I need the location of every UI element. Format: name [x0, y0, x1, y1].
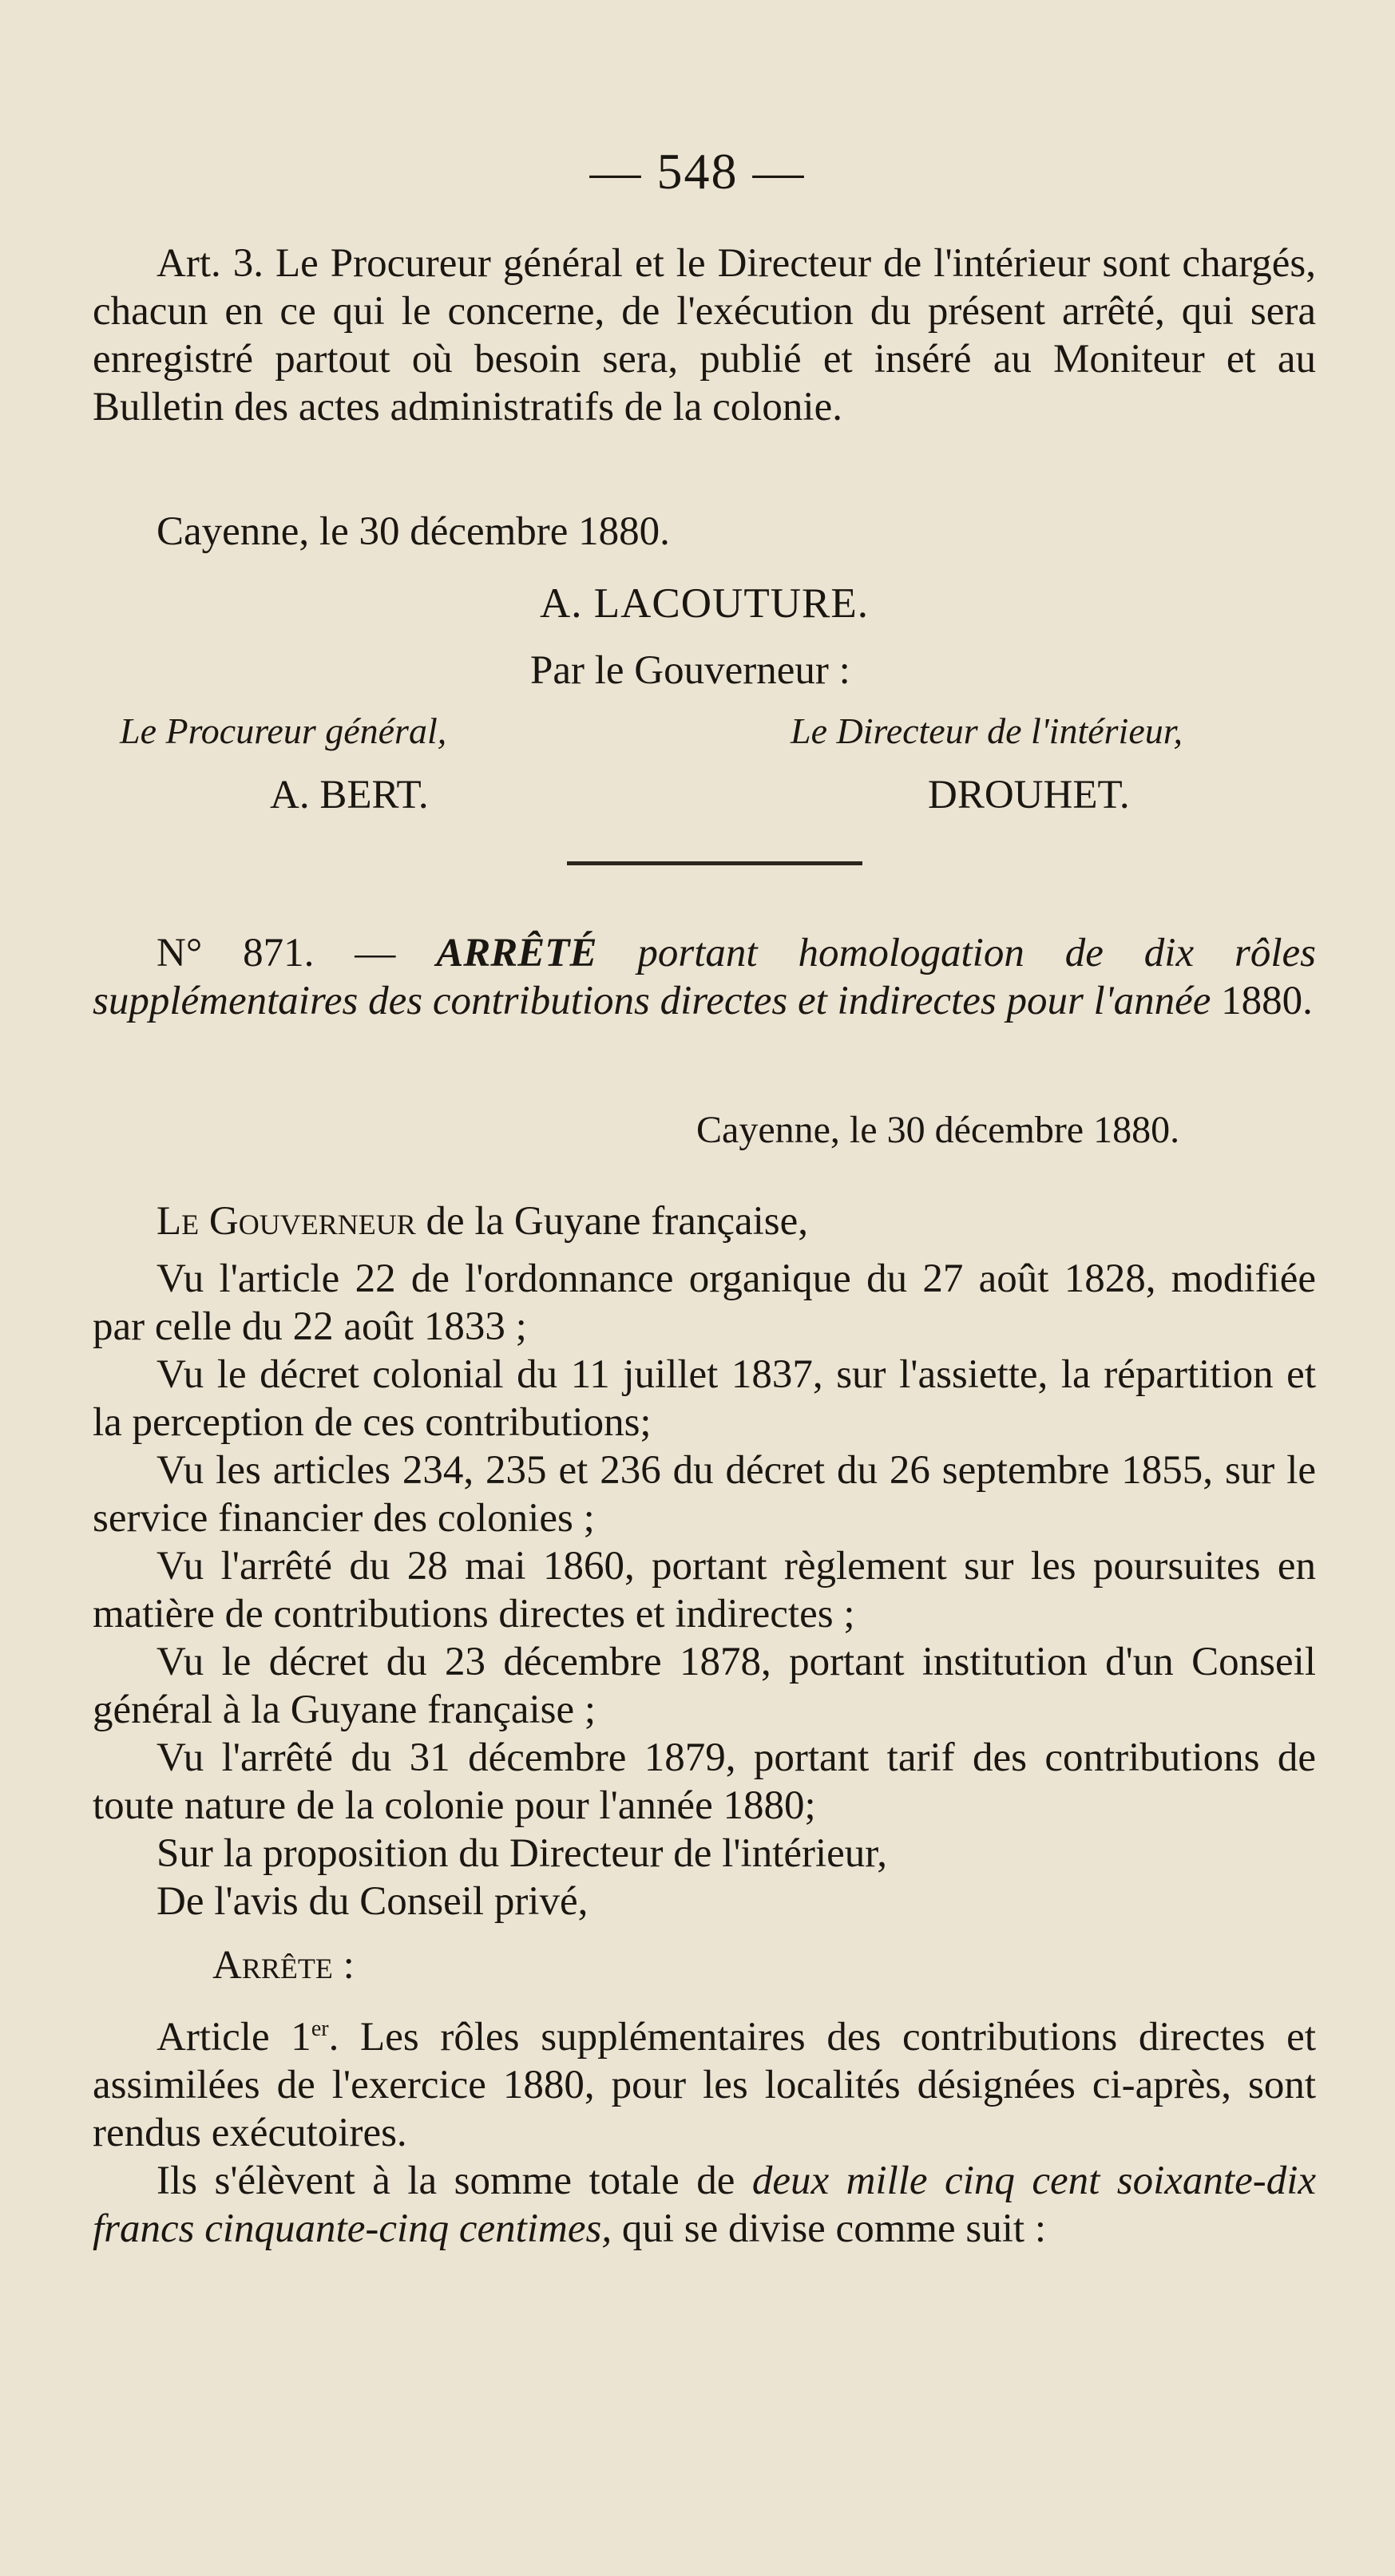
page-number: — 548 —	[589, 143, 806, 200]
decree-title-rest: portant homologation de dix rôles supplémentaires des contributions directes et indirectes pour l'année	[93, 931, 1317, 1023]
directeur-name: DROUHET.	[928, 773, 1130, 817]
consideration: Vu le décret du 23 décembre 1878, portant institution d'un Conseil général à la Guyane française ;	[93, 1640, 1316, 1732]
governor-signature: A. LACOUTURE.	[540, 580, 869, 627]
article-3-date: Cayenne, le 30 décembre 1880.	[157, 509, 670, 554]
decree-title-arrete: ARRÊTÉ	[436, 931, 597, 975]
arrete-heading: Arrête :	[212, 1943, 355, 1988]
decree-number: N° 871. —	[157, 931, 396, 975]
article-1-text: . Les rôles supplémentaires des contributions directes et assimilées de l'exercice 1880, pour les localités désignées ci-après, sont rendus exécutoires.	[93, 2015, 1316, 2155]
article-3-block	[93, 239, 1316, 431]
article-3-paragraph: Art. 3. Le Procureur général et le Directeur de l'intérieur sont chargés, chacun en ce qui le concerne, de l'exécution du présent arrêté, qui sera enregistré partout où besoin sera, publié et inséré au Moniteur et au Bulletin des actes administratifs de la colonie.	[93, 241, 1316, 429]
decree-title	[93, 929, 1316, 1025]
gouverneur-label: Le Gouverneur	[157, 1199, 416, 1244]
article-1-label: Article 1	[157, 2015, 311, 2060]
decree-body	[93, 1197, 1316, 2253]
consideration: Sur la proposition du Directeur de l'intérieur,	[157, 1831, 887, 1876]
gouverneur-rest: de la Guyane française,	[426, 1199, 809, 1244]
article-1-sup: er	[311, 2016, 329, 2041]
consideration: Vu les articles 234, 235 et 236 du décret du 26 septembre 1855, sur le service financier des colonies ;	[93, 1448, 1316, 1541]
total-amount: deux mille cinq cent soixante-dix francs cinquante-cinq centimes,	[93, 2159, 1317, 2251]
consideration: Vu le décret colonial du 11 juillet 1837, sur l'assiette, la répartition et la perception de ces contributions;	[93, 1352, 1316, 1445]
procureur-title: Le Procureur général,	[120, 710, 447, 751]
gouverneur-line	[93, 1197, 1316, 1245]
total-pre: Ils s'élèvent à la somme totale de	[157, 2159, 735, 2203]
total-paragraph	[93, 2157, 1316, 2253]
total-post: qui se divise comme suit :	[621, 2206, 1047, 2251]
separator-rule	[567, 861, 862, 865]
par-le-gouverneur: Par le Gouverneur :	[530, 648, 850, 693]
consideration: De l'avis du Conseil privé,	[157, 1879, 589, 1924]
decree-heading	[93, 929, 1316, 1025]
consideration: Vu l'arrêté du 31 décembre 1879, portant tarif des contributions de toute nature de la colonie pour l'année 1880;	[93, 1735, 1316, 1828]
directeur-title: Le Directeur de l'intérieur,	[791, 710, 1183, 751]
procureur-name: A. BERT.	[270, 773, 429, 817]
decree-date: Cayenne, le 30 décembre 1880.	[696, 1109, 1180, 1151]
article-1	[93, 2005, 1316, 2157]
consideration: Vu l'arrêté du 28 mai 1860, portant règlement sur les poursuites en matière de contributions directes et indirectes ;	[93, 1544, 1316, 1636]
consideration: Vu l'article 22 de l'ordonnance organique du 27 août 1828, modifiée par celle du 22 août 1833 ;	[93, 1256, 1316, 1349]
decree-year: 1880.	[1221, 979, 1313, 1023]
